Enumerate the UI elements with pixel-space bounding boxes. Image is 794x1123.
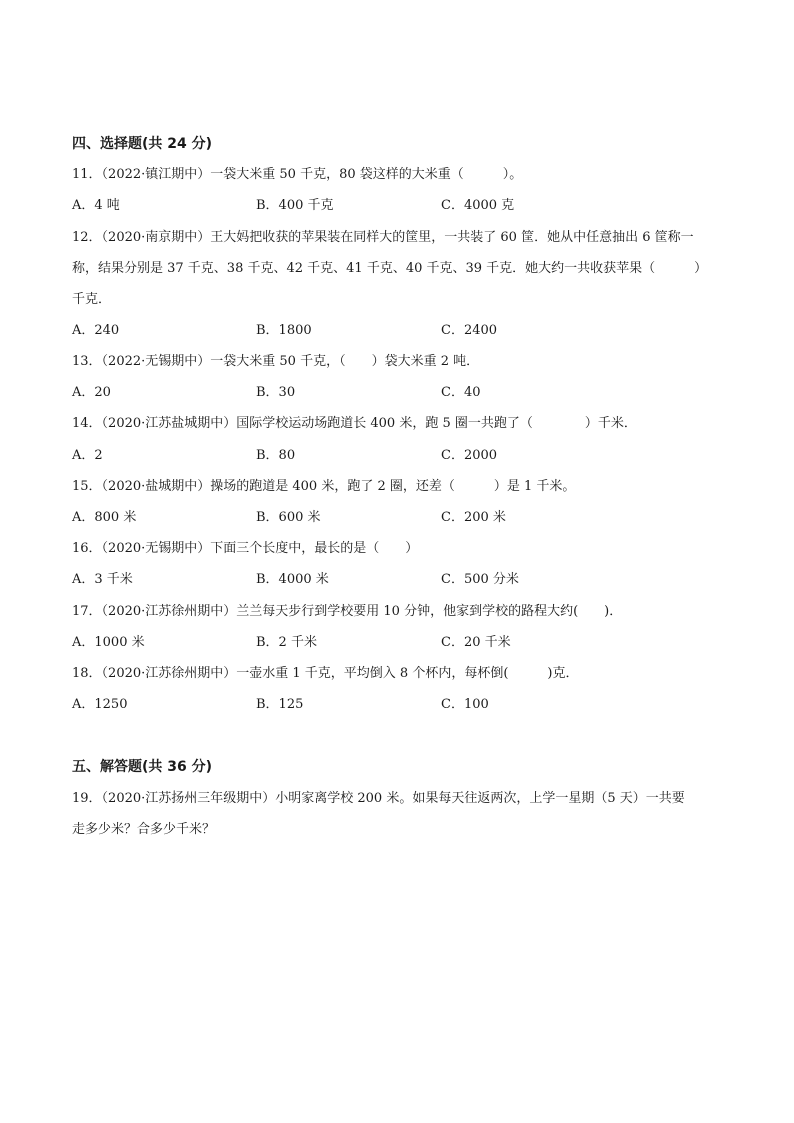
option-b: B．2 千米 <box>256 635 317 650</box>
question-12-text-line-3: 千克． <box>72 292 112 307</box>
option-b: B．400 千克 <box>256 198 334 213</box>
option-c: C．100 <box>441 697 489 712</box>
option-b: B．125 <box>256 697 304 712</box>
question-18-options <box>72 695 732 715</box>
question-17-options <box>72 633 732 653</box>
option-b: B．80 <box>256 448 296 463</box>
option-c: C．500 分米 <box>441 572 519 587</box>
section-title-choice: 四、选择题(共 24 分) <box>72 136 213 152</box>
option-c: C．2000 <box>441 448 498 463</box>
section-title-answer: 五、解答题(共 36 分) <box>72 759 213 775</box>
option-a: A．1000 米 <box>72 635 145 650</box>
option-a: A．4 吨 <box>72 198 120 213</box>
option-a: A．20 <box>72 385 111 400</box>
option-c: C．40 <box>441 385 481 400</box>
option-c: C．4000 克 <box>441 198 515 213</box>
option-a: A．240 <box>72 323 120 338</box>
question-13-text: 13．（2022·无锡期中）一袋大米重 50 千克，（ ）袋大米重 2 吨． <box>72 354 480 369</box>
question-12-options <box>72 321 732 341</box>
question-15-text: 15．（2020·盐城期中）操场的跑道是 400 米，跑了 2 圈，还差（ ）是 1 千米。 <box>72 479 576 494</box>
question-18-text: 18．（2020·江苏徐州期中）一壶水重 1 千克，平均倒入 8 个杯内，每杯倒( )克． <box>72 666 579 681</box>
question-12-text-line-1: 12．（2020·南京期中）王大妈把收获的苹果装在同样大的筐里，一共装了 60 筐．她从中任意抽出 6 筐称一 <box>72 230 694 245</box>
option-c: C．20 千米 <box>441 635 511 650</box>
option-a: A．1250 <box>72 697 128 712</box>
question-17-text: 17．（2020·江苏徐州期中）兰兰每天步行到学校要用 10 分钟，他家到学校的路程大约( )． <box>72 604 623 619</box>
question-19-text-line-1: 19．（2020·江苏扬州三年级期中）小明家离学校 200 米。如果每天往返两次，上学一星期（5 天）一共要 <box>72 791 685 806</box>
question-11-text: 11．（2022·镇江期中）一袋大米重 50 千克，80 袋这样的大米重（ ）。 <box>72 167 523 182</box>
question-16-text: 16．（2020·无锡期中）下面三个长度中，最长的是（ ） <box>72 541 419 556</box>
question-12-text-line-2: 称，结果分别是 37 千克、38 千克、42 千克、41 千克、40 千克、39 千克．她大约一共收获苹果（ ） <box>72 261 708 276</box>
question-14-text: 14．（2020·江苏盐城期中）国际学校运动场跑道长 400 米，跑 5 圈一共跑了（ ）千米． <box>72 416 637 431</box>
option-a: A．3 千米 <box>72 572 133 587</box>
option-b: B．4000 米 <box>256 572 329 587</box>
question-19-text-line-2: 走多少米？合多少千米？ <box>72 822 216 837</box>
option-a: A．2 <box>72 448 103 463</box>
option-c: C．2400 <box>441 323 498 338</box>
question-16-options <box>72 570 732 590</box>
option-c: C．200 米 <box>441 510 506 525</box>
question-14-options <box>72 446 732 466</box>
question-13-options <box>72 383 732 403</box>
option-b: B．600 米 <box>256 510 321 525</box>
option-b: B．30 <box>256 385 296 400</box>
question-11-options <box>72 196 732 216</box>
question-15-options <box>72 508 732 528</box>
option-b: B．1800 <box>256 323 312 338</box>
option-a: A．800 米 <box>72 510 137 525</box>
